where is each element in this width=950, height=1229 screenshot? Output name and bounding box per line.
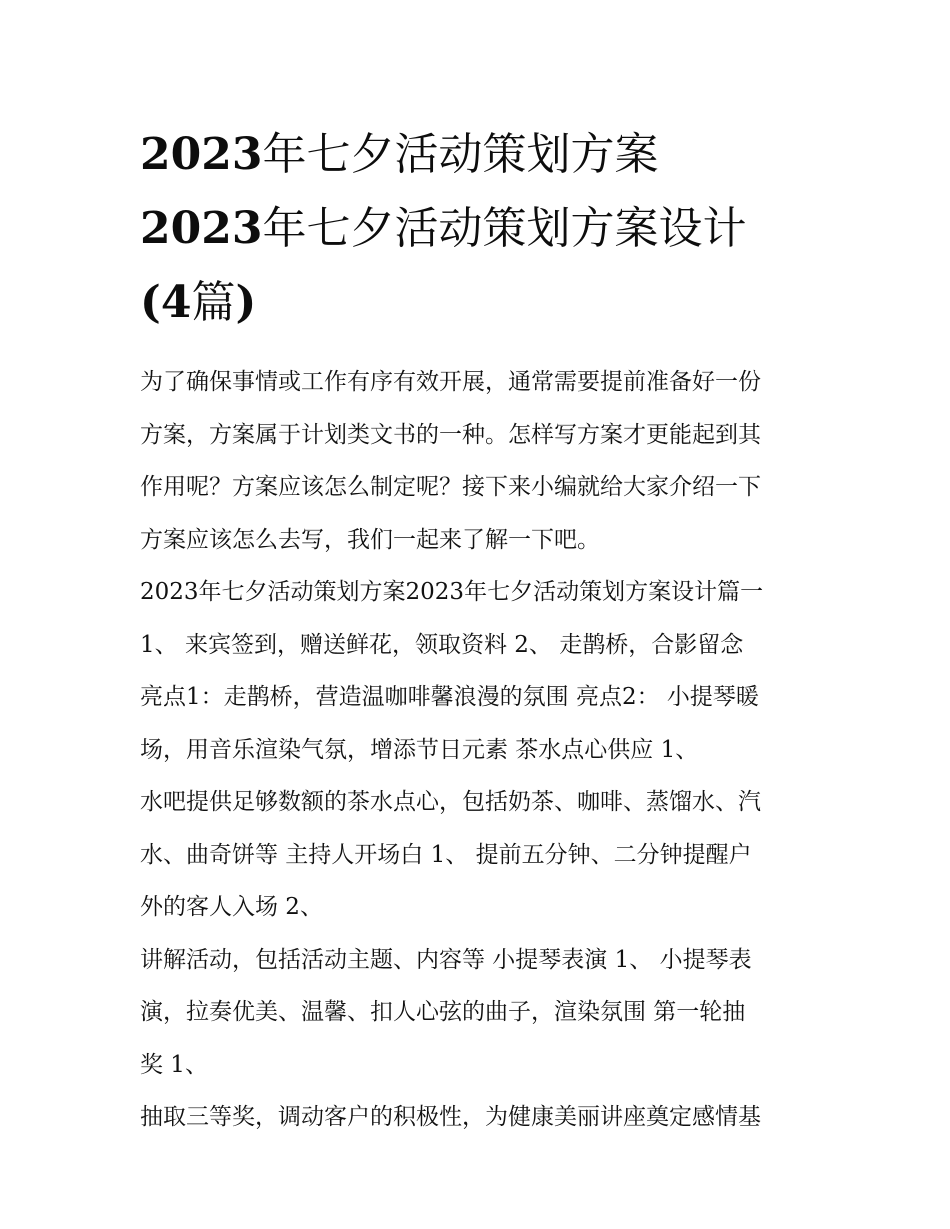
body-line: 方案应该怎么去写，我们一起来了解一下吧。	[140, 526, 600, 553]
body-line: 场，用音乐渲染气氛，增添节日元素 茶水点心供应 1、	[140, 736, 699, 763]
body-line: 外的客人入场 2、	[140, 894, 323, 920]
body-line: 演，拉奏优美、温馨、扣人心弦的曲子，渲染氛围 第一轮抽	[140, 999, 746, 1025]
body-line: 作用呢？方案应该怎么制定呢？接下来小编就给大家介绍一下	[140, 474, 761, 500]
body-line: 方案，方案属于计划类文书的一种。怎样写方案才更能起到其	[140, 421, 761, 448]
body-line: 1、 来宾签到，赠送鲜花，领取资料 2、 走鹊桥，合影留念	[140, 631, 744, 658]
title-line-2: 2023年七夕活动策划方案设计	[140, 203, 747, 254]
document-body	[140, 356, 820, 1144]
title-line-3: (4篇)	[140, 277, 257, 328]
body-line: 水吧提供足够数额的茶水点心，包括奶茶、咖啡、蒸馏水、汽	[140, 789, 761, 815]
title-line-1: 2023年七夕活动策划方案	[140, 129, 659, 180]
body-line: 2023年七夕活动策划方案2023年七夕活动策划方案设计篇一	[140, 579, 764, 605]
body-line: 亮点1：走鹊桥，营造温咖啡馨浪漫的氛围 亮点2： 小提琴暖	[140, 684, 759, 710]
body-line: 水、曲奇饼等 主持人开场白 1、 提前五分钟、二分钟提醒户	[140, 841, 752, 868]
body-line: 奖 1、	[140, 1051, 208, 1078]
body-line: 抽取三等奖，调动客户的积极性，为健康美丽讲座奠定感情基	[140, 1104, 761, 1130]
body-line: 讲解活动，包括活动主题、内容等 小提琴表演 1、 小提琴表	[140, 946, 752, 973]
document-title	[140, 118, 830, 340]
body-line: 为了确保事情或工作有序有效开展，通常需要提前准备好一份	[140, 369, 761, 395]
